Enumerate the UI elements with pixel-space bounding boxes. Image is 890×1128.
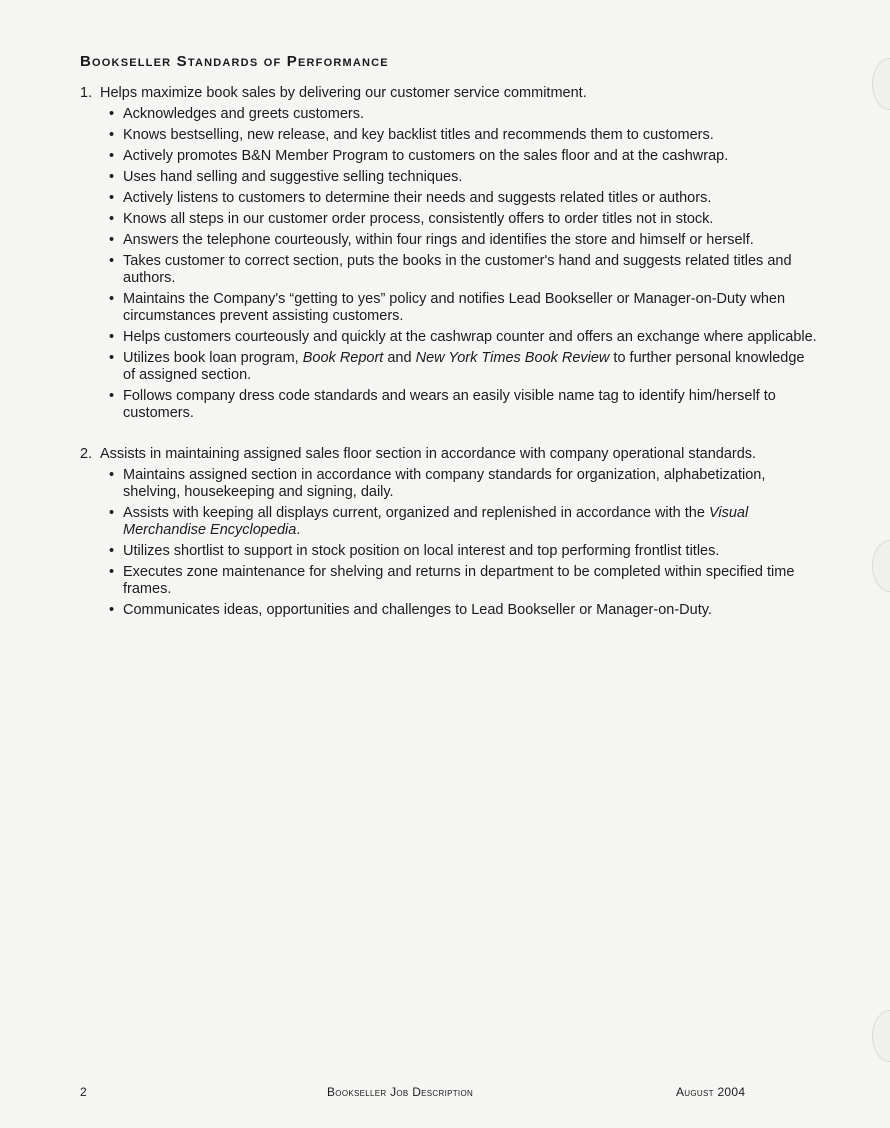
bullet-icon: • xyxy=(108,148,115,164)
list-item xyxy=(100,127,820,144)
italic-title: New York Times Book Review xyxy=(415,350,610,366)
section-1 xyxy=(80,85,820,422)
bullet-icon: • xyxy=(108,350,115,366)
list-item xyxy=(100,106,820,123)
bullet-icon: • xyxy=(108,190,115,206)
list-item-text: Executes zone maintenance for shelving and returns in department to be completed within specified time frames. xyxy=(123,564,795,597)
bullet-icon: • xyxy=(108,505,115,521)
list-item xyxy=(100,602,820,619)
list-item xyxy=(100,232,820,249)
list-item-text: Knows bestselling, new release, and key backlist titles and recommends them to customers. xyxy=(123,127,714,143)
bullet-icon: • xyxy=(108,602,115,618)
list-item xyxy=(100,543,820,560)
bullet-icon: • xyxy=(108,127,115,143)
bullet-icon: • xyxy=(108,291,115,307)
bullet-icon: • xyxy=(108,329,115,345)
list-item xyxy=(100,211,820,228)
list-item-text: Actively promotes B&N Member Program to customers on the sales floor and at the cashwrap. xyxy=(123,148,729,164)
footer-page-number: 2 xyxy=(80,1085,87,1099)
section-number: 1. xyxy=(80,85,93,101)
bullet-icon: • xyxy=(108,564,115,580)
list-item-text: Maintains the Company's “getting to yes” policy and notifies Lead Bookseller or Manager-on-Duty when circumstances prevent assisting customers. xyxy=(123,291,786,324)
section-2 xyxy=(80,446,820,619)
list-item xyxy=(100,148,820,165)
text-run: and xyxy=(383,350,416,366)
bullet-icon: • xyxy=(108,232,115,248)
list-item xyxy=(100,253,820,287)
text-run: Assists with keeping all displays current, organized and replenished in accordance with the xyxy=(123,505,709,521)
italic-title: Visual Merchandise Encyclopedia xyxy=(123,505,749,538)
italic-title: Book Report xyxy=(302,350,384,366)
list-item-text: Answers the telephone courteously, within four rings and identifies the store and himself or herself. xyxy=(123,232,754,248)
list-item-text: Helps customers courteously and quickly at the cashwrap counter and offers an exchange where applicable. xyxy=(123,329,817,345)
bullet-icon: • xyxy=(108,211,115,227)
list-item xyxy=(100,467,820,501)
list-item-text: Communicates ideas, opportunities and challenges to Lead Bookseller or Manager-on-Duty. xyxy=(123,602,712,618)
list-item xyxy=(100,291,820,325)
list-item-text xyxy=(123,350,820,384)
list-item-text: Knows all steps in our customer order process, consistently offers to order titles not in stock. xyxy=(123,211,714,227)
list-item-text: Maintains assigned section in accordance with company standards for organization, alphabetization, shelving, housekeeping and signing, daily. xyxy=(123,467,766,500)
hole-punch-bottom xyxy=(872,1010,890,1062)
document-title: Bookseller Standards of Performance xyxy=(80,53,389,70)
list-item-text: Acknowledges and greets customers. xyxy=(123,106,364,122)
bullet-icon: • xyxy=(108,543,115,559)
bullet-icon: • xyxy=(108,388,115,404)
list-item xyxy=(100,169,820,186)
list-item xyxy=(100,190,820,207)
list-item-text: Follows company dress code standards and wears an easily visible name tag to identify him/herself to customers. xyxy=(123,388,776,421)
standards-content xyxy=(80,85,820,623)
hole-punch-top xyxy=(872,58,890,110)
list-item-text: Actively listens to customers to determine their needs and suggests related titles or authors. xyxy=(123,190,712,206)
bullet-list xyxy=(80,106,820,422)
list-item-text: Uses hand selling and suggestive selling techniques. xyxy=(123,169,463,185)
section-heading-text: Helps maximize book sales by delivering our customer service commitment. xyxy=(100,85,587,101)
section-heading-text: Assists in maintaining assigned sales floor section in accordance with company operational standards. xyxy=(100,446,757,462)
list-item-text: Takes customer to correct section, puts the books in the customer's hand and suggests related titles and authors. xyxy=(123,253,792,286)
section-heading xyxy=(80,85,820,102)
text-run: Utilizes book loan program, xyxy=(123,350,303,366)
bullet-list xyxy=(80,467,820,619)
section-heading xyxy=(80,446,820,463)
list-item-text xyxy=(123,505,820,539)
hole-punch-middle xyxy=(872,540,890,592)
bullet-icon: • xyxy=(108,106,115,122)
footer-date: August 2004 xyxy=(676,1085,746,1099)
list-item xyxy=(100,505,820,539)
list-item xyxy=(100,329,820,346)
bullet-icon: • xyxy=(108,253,115,269)
list-item xyxy=(100,350,820,384)
list-item xyxy=(100,564,820,598)
bullet-icon: • xyxy=(108,169,115,185)
list-item-text: Utilizes shortlist to support in stock position on local interest and top performing frontlist titles. xyxy=(123,543,720,559)
text-run: to further personal knowledge of assigned section. xyxy=(123,350,805,383)
bullet-icon: • xyxy=(108,467,115,483)
footer-document-name: Bookseller Job Description xyxy=(327,1085,474,1099)
text-run: . xyxy=(296,522,301,538)
list-item xyxy=(100,388,820,422)
section-number: 2. xyxy=(80,446,93,462)
